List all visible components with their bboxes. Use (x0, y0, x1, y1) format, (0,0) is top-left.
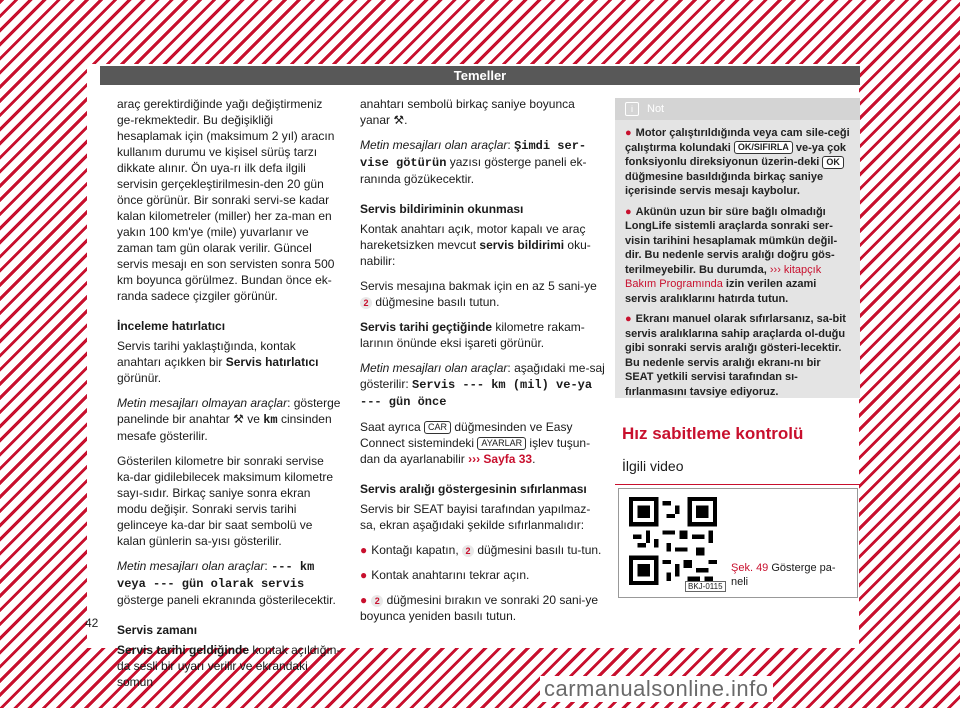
note-body (615, 120, 860, 399)
bullet-icon: ● (360, 543, 368, 557)
heading-zamani: Servis zamanı (117, 623, 198, 637)
heading-inceleme: İnceleme hatırlatıcı (117, 319, 226, 333)
figure-label: Şek. 49 (731, 562, 769, 574)
bullet-icon: ● (360, 593, 368, 607)
bullet-icon: ● (625, 205, 632, 218)
car-key-icon: CAR (424, 421, 451, 434)
figure-caption (731, 561, 851, 589)
heading-sifirlanmasi: Servis aralığı göstergesinin sıfırlanması (360, 482, 587, 496)
paragraph: Kontak anahtarı açık, motor kapalı ve araç hareketsizken mevcut servis bildirimi oku-nabilir: (360, 222, 591, 268)
paragraph: Servis tarihi geldiğinde kontak açıldığın-da sesli bir uyarı verilir ve ekrandaki somun (117, 643, 341, 689)
watermark: carmanualsonline.info (540, 676, 773, 702)
page-link[interactable]: ››› Sayfa 33 (468, 452, 533, 466)
heading-okunmasi: Servis bildiriminin okunması (360, 202, 524, 216)
ok-key: OK (822, 156, 844, 169)
note-header (615, 98, 860, 120)
video-box (618, 488, 858, 598)
section-title: Hız sabitleme kontrolü (622, 424, 804, 443)
section-subtitle: İlgili video (622, 458, 684, 474)
list-item: ● Kontak anahtarını tekrar açın. (360, 568, 530, 582)
section-divider (615, 484, 860, 485)
figure-caption-text: Gösterge pa-neli (731, 562, 836, 588)
note-item: ● Ekranı manuel olarak sıfırlarsanız, sa-bit servis aralıklarına sahip araçlarda ol-duğu gibi sonraki servis aralığı gösteri-lecektir. Bu nedenle servis aralığı ekranı-nı bir SEAT yetkili servisi tarafından sı-fırlanmasını tavsiye ediyoruz. (625, 313, 846, 398)
note-box (615, 98, 860, 398)
column-middle (360, 96, 605, 633)
paragraph: Servis mesajına bakmak için en az 5 sani-ye 2 düğmesine basılı tutun. (360, 279, 597, 309)
bullet-icon: ● (360, 568, 368, 582)
ok-sifirla-key: OK/SIFIRLA (734, 141, 793, 154)
info-icon: i (625, 102, 639, 116)
list-item: ● Kontağı kapatın, 2 düğmesini basılı tu-tun. (360, 543, 602, 557)
paragraph: Metin mesajları olan araçlar: Şimdi ser-vise götürün yazısı gösterge paneli ek-ranında gözükecektir. (360, 138, 587, 186)
page-number: 42 (85, 616, 99, 630)
paragraph: Saat ayrıca CAR düğmesinden ve Easy Connect sistemindeki AYARLAR işlev tuşun-dan da ayarlanabilir ››› Sayfa 33. (360, 420, 591, 466)
button-2-marker: 2 (371, 595, 383, 607)
button-2-marker: 2 (360, 297, 372, 309)
note-item: ● Akünün uzun bir süre bağlı olmadığı LongLife sistemli araçlarda sonraki ser-visin tarihini hesaplamak mümkün değil-dir. Bu nedenle servis aralığı doğru gös-terilmeyebilir. Bu durumda, ››› kitapçık Bakım Programında izin verilen azami servis aralıklarını hatırda tutun. (625, 205, 838, 305)
paragraph: Servis tarihi yaklaştığında, kontak anahtarı açıkken bir Servis hatırlatıcı görünür. (117, 339, 319, 385)
bullet-icon: ● (625, 127, 632, 139)
wrench-icon: ⚒ (393, 113, 405, 127)
paragraph: araç gerektirdiğinde yağı değiştirmeniz ge-rekmektedir. Bu değişikliği hesaplamak için (maksimum 2 yıl) aracın kullanım durumu ve kişisel sürüş tarzı dikkate alınır. Ön uya-rı ilk defa ilgili servisin gerçekleştirilmesin-den 20 gün önce görünür. Bir sonraki servi-se kadar kalan kilometreler (miller) her za-man en yakın 100 km'ye (mile) yuvarlanır ve zaman tam gün olarak verilir. Güncel servis mesajı en son servisten sonra 500 km boyunca görülmez. Bundan önce ek-randa sadece çizgiler görünür. (117, 97, 335, 303)
list-item: ● 2 düğmesini bırakın ve sonraki 20 sani-ye boyunca yeniden basılı tutun. (360, 593, 599, 623)
figure-id-badge: BKJ-0115 (685, 581, 726, 592)
paragraph: Metin mesajları olan araçlar: aşağıdaki me-saj gösterilir: Servis --- km (mil) ve-ya --- gün önce (360, 361, 605, 409)
qr-code-icon[interactable] (629, 497, 717, 585)
paragraph: Metin mesajları olan araçlar: --- km veya --- gün olarak servis gösterge paneli ekranında gösterilecektir. (117, 559, 336, 607)
column-left (117, 96, 341, 699)
paragraph: Servis bir SEAT bayisi tarafından yapılmaz-sa, ekran aşağıdaki şekilde sıfırlanmalıdır: (360, 502, 591, 532)
bullet-icon: ● (625, 313, 632, 325)
button-2-marker: 2 (462, 545, 474, 557)
note-item: ● Motor çalıştırıldığında veya cam sile-ceği çalıştırma kolundaki OK/SIFIRLA ve-ya çok fonksiyonlu direksiyonun üzerin-deki OK düğmesine basıldığında birkaç saniye içerisinde servis mesajı kaybolur. (625, 127, 850, 197)
paragraph: Metin mesajları olmayan araçlar: gösterge panelinde bir anahtar ⚒ ve km cinsinden mesafe gösterilir. (117, 396, 341, 443)
note-title: Not (647, 103, 665, 115)
paragraph: Servis tarihi geçtiğinde kilometre rakam-larının önünde eksi işareti görünür. (360, 320, 585, 350)
wrench-icon: ⚒ (233, 412, 244, 426)
paragraph: Gösterilen kilometre bir sonraki servise ka-dar gidilebilecek maksimum kilometre sayı-sıdır. Birkaç saniye sonra ekran modu değişir. Sonraki servis tarihi gelinceye ka-dar bir saat sembolü ve kalan günlerin sa-yısı gösterilir. (117, 454, 334, 548)
paragraph: anahtarı sembolü birkaç saniye boyunca yanar ⚒. (360, 97, 575, 127)
ayarlar-key: AYARLAR (477, 437, 526, 450)
page-header: Temeller (100, 66, 860, 85)
note-link[interactable]: ››› kitapçık Bakım Programında (625, 263, 822, 290)
